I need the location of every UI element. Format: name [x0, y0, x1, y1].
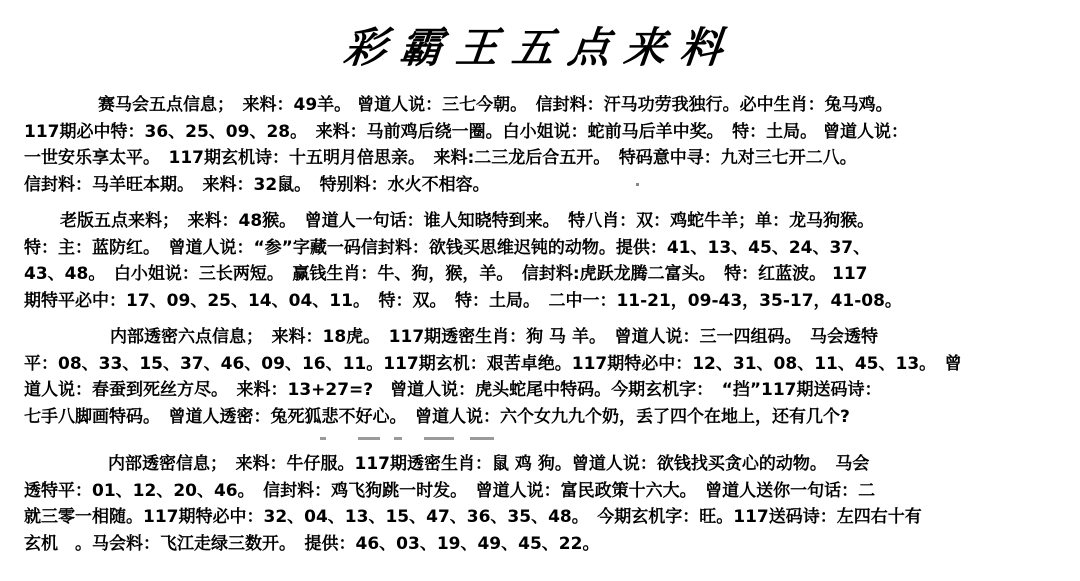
- text-line: 赛马会五点信息； 来料：49羊。 曾道人说：三七今朝。 信封料：汗马功劳我独行。必中生肖：兔马鸡。: [98, 95, 893, 115]
- text-line: 老版五点来料； 来料：48猴。 曾道人一句话：谁人知晓特到来。 特八肖：双：鸡蛇牛羊；单：龙马狗猴。: [60, 211, 875, 231]
- info-block-3: [24, 324, 1064, 430]
- scan-dot-decoration: [636, 183, 639, 186]
- info-block-2: [24, 208, 1064, 314]
- text-line: 玄机 。马会料：飞江走绿三数开。 提供：46、03、19、49、45、22。: [24, 533, 600, 554]
- info-block-4: [24, 451, 1064, 557]
- text-line: 117期必中特：36、25、09、28。 来料：马前鸡后绕一圈。白小姐说：蛇前马后羊中奖。 特：土局。 曾道人说：: [24, 121, 909, 142]
- text-line: 透特平：01、12、20、46。 信封料：鸡飞狗跳一时发。 曾道人说：富民政策十六大。 曾道人送你一句话：二: [24, 480, 876, 501]
- text-line: 特：主：蓝防红。 曾道人说：“参”字藏一码信封料：欲钱买思维迟钝的动物。提供：41、13、45、24、37、: [24, 237, 871, 258]
- text-line: 信封料：马羊旺本期。 来料：32鼠。 特别料：水火不相容。: [24, 174, 490, 195]
- text-line: 七手八脚画特码。 曾道人透密：兔死狐悲不好心。 曾道人说：六个女九九个奶，丢了四个在地上，还有几个?: [24, 406, 850, 427]
- text-line: 期特平必中：17、09、25、14、04、11。 特：双。 特：土局。 二中一：11-21，09-43，35-17，41-08。: [24, 290, 902, 311]
- text-line: 道人说：春蚕到死丝方尽。 来料：13+27=? 曾道人说：虎头蛇尾中特码。今期玄机字： “挡”117期送码诗：: [24, 380, 882, 400]
- text-line: 平：08、33、15、37、46、09、16、11。117期玄机：艰苦卓绝。117期特必中：12、31、08、11、45、13。 曾: [24, 353, 962, 374]
- text-line: 内部透密信息； 来料：牛仔服。117期透密生肖：鼠 鸡 狗。曾道人说：欲钱找买贪心的动物。 马会: [108, 454, 870, 474]
- scan-specks-decoration: [320, 437, 500, 443]
- text-line: 43、48。 白小姐说：三长两短。 赢钱生肖：牛、狗，猴，羊。 信封料:虎跃龙腾二富头。 特：红蓝波。 117: [24, 264, 868, 284]
- text-line: 内部透密六点信息； 来料：18虎。 117期透密生肖：狗 马 羊。 曾道人说：三一四组码。 马会透特: [110, 327, 878, 347]
- text-line: 一世安乐享太平。 117期玄机诗：十五明月倍思亲。 来料:二三龙后合五开。 特码意中寻：九对三七开二八。: [24, 148, 857, 168]
- info-block-1: [24, 92, 1064, 198]
- page-title: 彩霸王五点来料: [341, 23, 739, 72]
- text-line: 就三零一相随。117期特必中：32、04、13、15、47、36、35、48。 今期玄机字：旺。117送码诗：左四右十有: [24, 507, 922, 527]
